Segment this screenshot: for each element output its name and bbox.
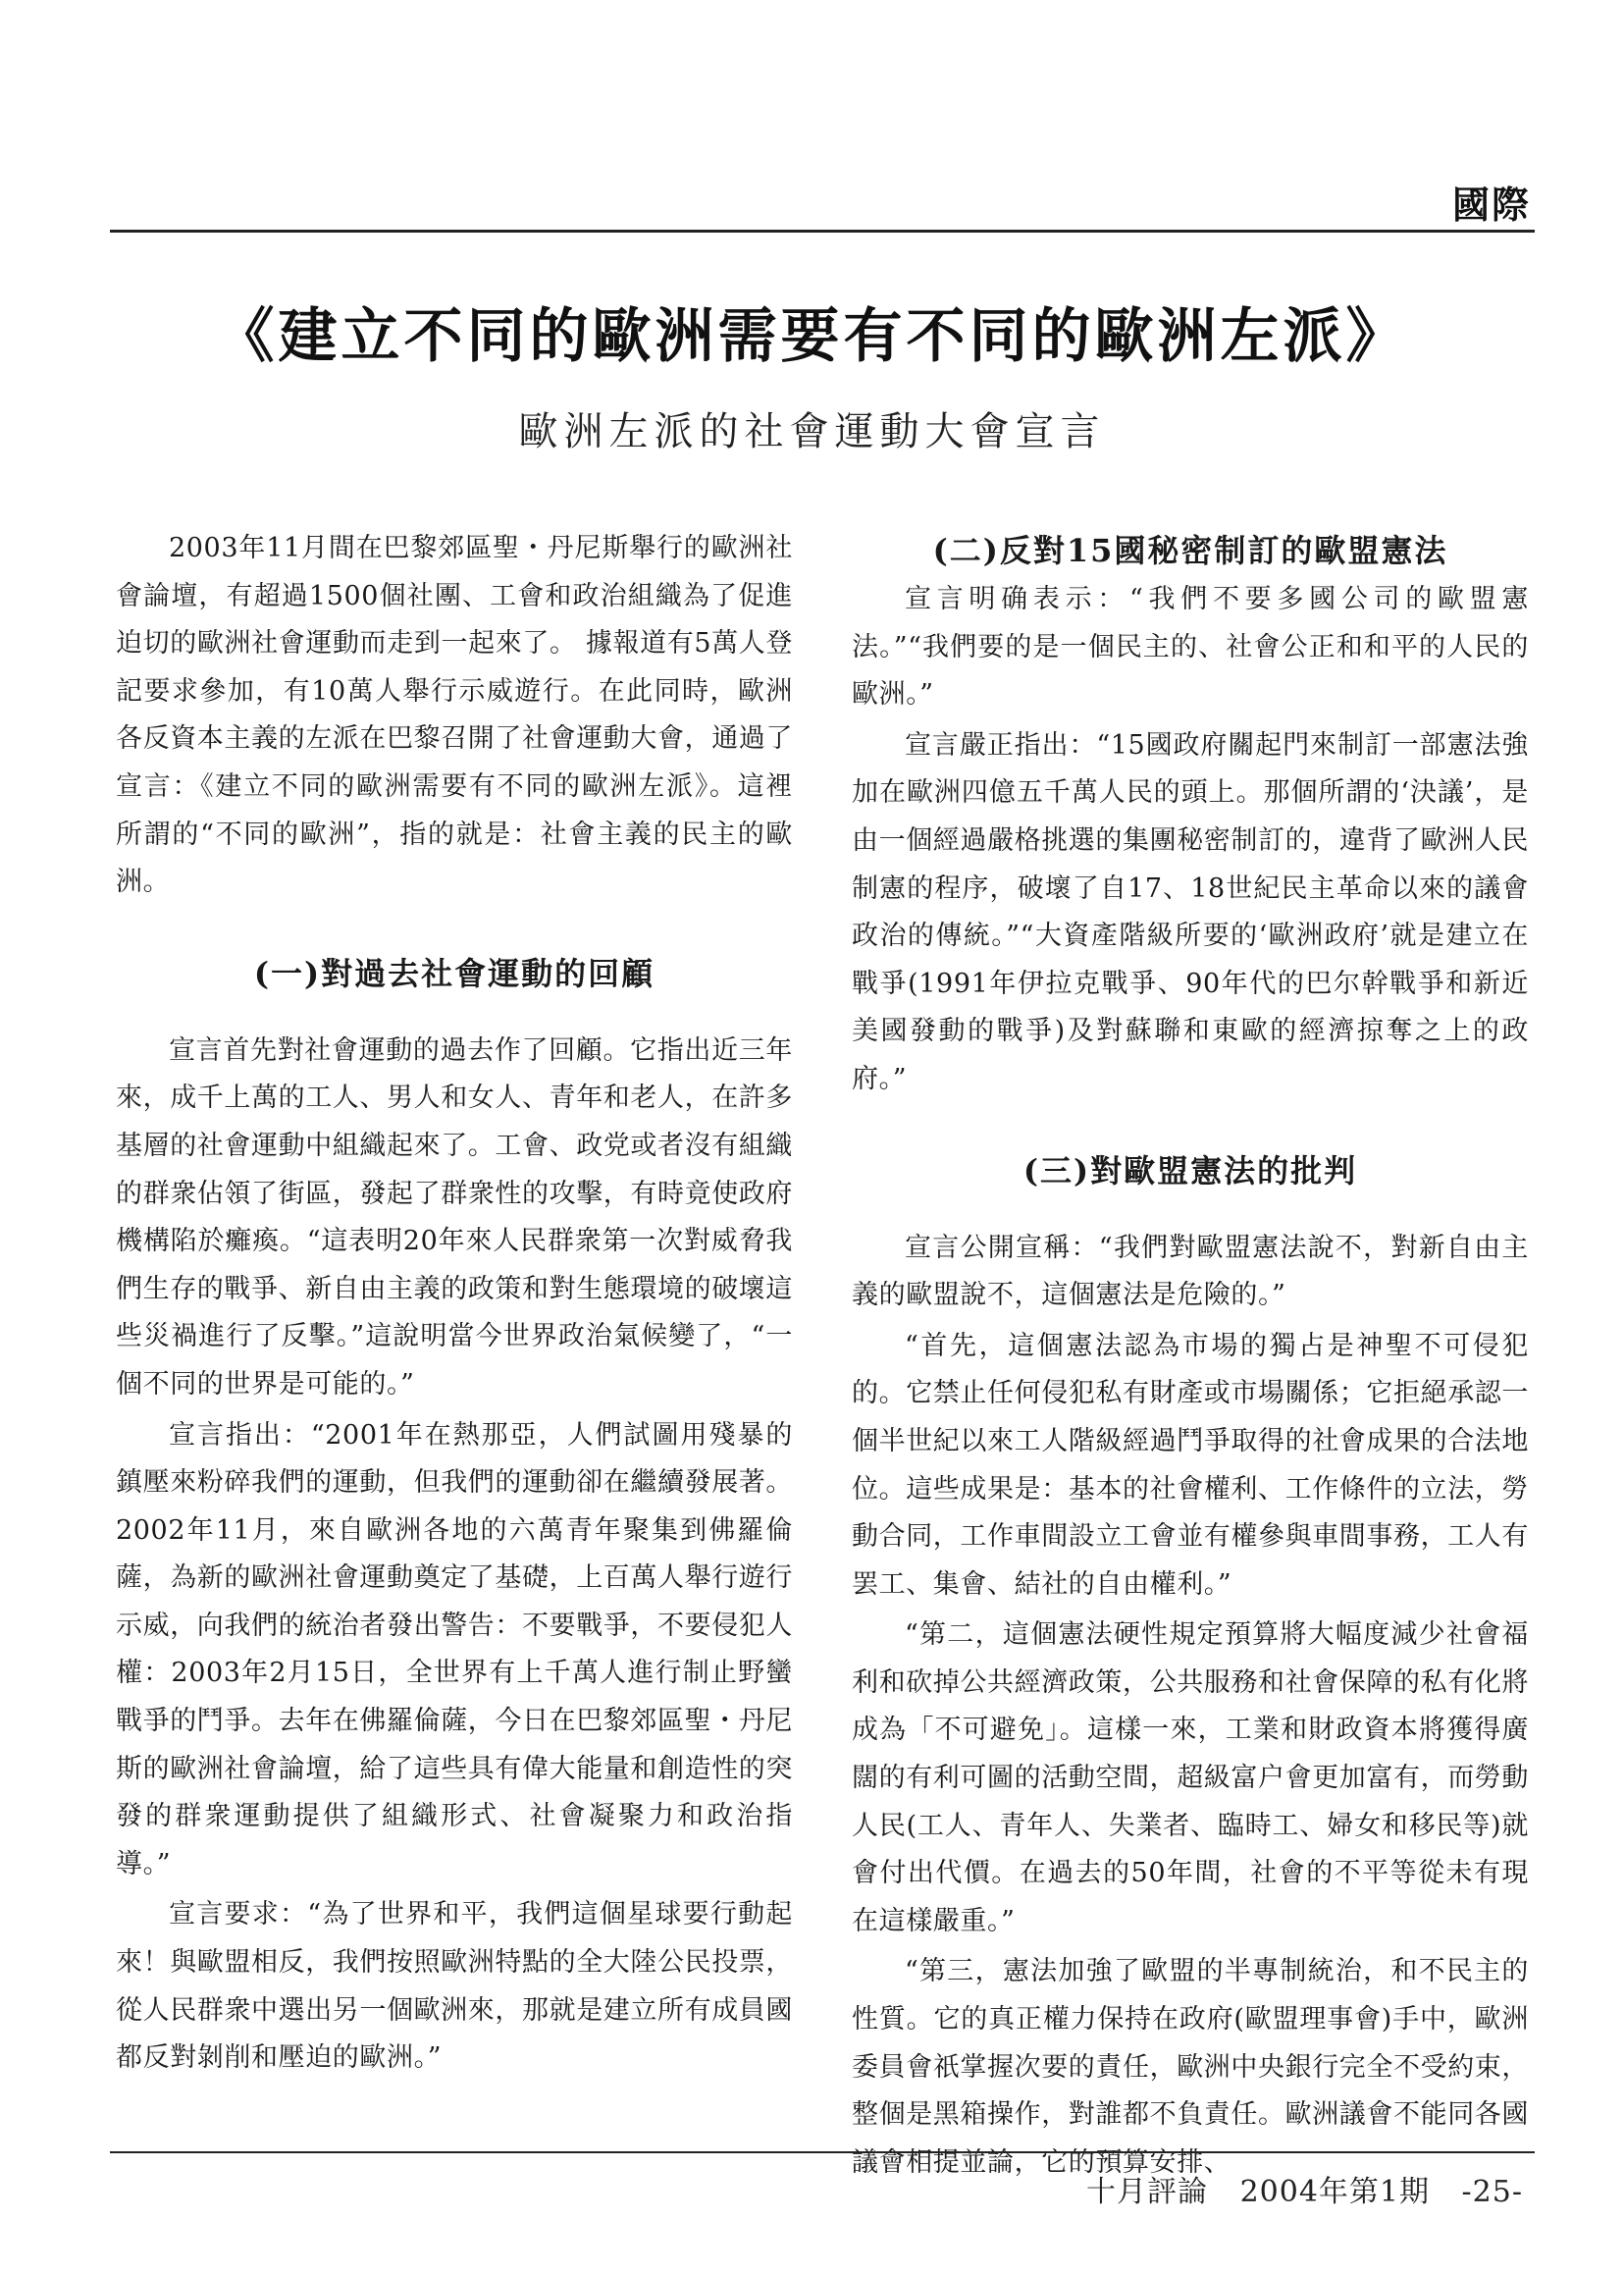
body-paragraph: 宣言嚴正指出：“15國政府關起門來制訂一部憲法強加在歐洲四億五千萬人民的頭上。那個所謂的‘決議’，是由一個經過嚴格挑選的集團秘密制訂的，違背了歐洲人民制憲的程序，破壞了自17、18世紀民主革命以來的議會政治的傳統。”“大資產階級所要的‘歐洲政府’就是建立在戰爭(1991年伊拉克戰爭、90年代的巴尔幹戰爭和新近美國發動的戰爭)及對蘇聯和東歐的經濟掠奪之上的政府。”	[852, 729, 1529, 1094]
body-paragraph: “第三，憲法加強了歐盟的半專制統治，和不民主的性質。它的真正權力保持在政府(歐盟理事會)手中，歐洲委員會祇掌握次要的責任，歐洲中央銀行完全不受約束，整個是黑箱操作，對誰都不負責任。歐洲議會不能同各國議會相提並論，它的預算安排、	[852, 1956, 1529, 2178]
section-heading-2: (二)反對15國秘密制訂的歐盟憲法	[932, 532, 1448, 569]
page-footer	[1086, 2167, 1523, 2210]
article-subtitle: 歐洲左派的社會運動大會宣言	[518, 409, 1106, 454]
body-paragraph: 宣言首先對社會運動的過去作了回顧。它指出近三年來，成千上萬的工人、男人和女人、青年和老人，在許多基層的社會運動中組織起來了。工會、政党或者沒有組織的群衆佔領了街區，發起了群衆性的攻擊，有時竟使政府機構陷於癱瘓。“這表明20年來人民群衆第一次對威脅我們生存的戰爭、新自由主義的政策和對生態環境的破壞這些災禍進行了反擊。”這說明當今世界政治氣候變了，“一個不同的世界是可能的。”	[116, 1034, 793, 1400]
body-paragraph: 宣言公開宣稱：“我們對歐盟憲法說不，對新自由主義的歐盟說不，這個憲法是危險的。”	[852, 1232, 1529, 1311]
header-rule	[110, 230, 1535, 233]
intro-paragraph: 2003年11月間在巴黎郊區聖・丹尼斯舉行的歐洲社會論壇，有超過1500個社團、工會和政治組織為了促進迫切的歐洲社會運動而走到一起來了。 據報道有5萬人登記要求參加，有10萬人舉行示威遊行。在此同時，歐洲各反資本主義的左派在巴黎召開了社會運動大會，通過了宣言：《建立不同的歐洲需要有不同的歐洲左派》。這裡所謂的“不同的歐洲”，指的就是：社會主義的民主的歐洲。	[116, 533, 793, 898]
body-paragraph: 宣言要求：“為了世界和平，我們這個星球要行動起來！與歐盟相反，我們按照歐洲特點的全大陸公民投票，從人民群衆中選出另一個歐洲來，那就是建立所有成員國都反對剝削和壓迫的歐洲。”	[116, 1899, 793, 2074]
section-heading-1: (一)對過去社會運動的回顧	[253, 954, 655, 992]
left-column	[116, 525, 793, 2086]
section-heading-3: (三)對歐盟憲法的批判	[1022, 1151, 1358, 1189]
body-paragraph: “首先，這個憲法認為市場的獨占是神聖不可侵犯的。它禁止任何侵犯私有財產或市場關係；它拒絕承認一個半世紀以來工人階級經過鬥爭取得的社會成果的合法地位。這些成果是：基本的社會權利、工作條件的立法，勞動合同，工作車間設立工會並有權參與車間事務，工人有罢工、集會、結社的自由權利。”	[852, 1330, 1529, 1600]
issue-label: 2004年第1期	[1239, 2175, 1430, 2209]
body-paragraph: “第二，這個憲法硬性規定預算將大幅度減少社會福利和砍掉公共經濟政策，公共服務和社會保障的私有化將成為「不可避免」。這樣一來，工業和財政資本將獲得廣闊的有利可圖的活動空間，超級富户會更加富有，而勞動人民(工人、青年人、失業者、臨時工、婦女和移民等)就會付出代價。在過去的50年間，社會的不平等從未有現在這樣嚴重。”	[852, 1619, 1529, 1936]
publication-name: 十月評論	[1086, 2175, 1209, 2209]
footer-rule	[110, 2151, 1535, 2153]
right-column	[852, 525, 1529, 2190]
section-label: 國際	[1451, 184, 1531, 227]
page-number: -25-	[1461, 2175, 1523, 2209]
body-paragraph: 宣言指出：“2001年在熱那亞，人們試圖用殘暴的鎮壓來粉碎我們的運動，但我們的運動卻在繼續發展著。2002年11月，來自歐洲各地的六萬青年聚集到佛羅倫薩，為新的歐洲社會運動奠定了基礎，上百萬人舉行遊行示威，向我們的統治者發出警告：不要戰爭，不要侵犯人權：2003年2月15日，全世界有上千萬人進行制止野蠻戰爭的鬥爭。去年在佛羅倫薩，今日在巴黎郊區聖・丹尼斯的歐洲社會論壇，給了這些具有偉大能量和創造性的突發的群衆運動提供了組織形式、社會凝聚力和政治指導。”	[116, 1419, 793, 1879]
article-title: 《建立不同的歐洲需要有不同的歐洲左派》	[215, 302, 1409, 371]
body-paragraph: 宣言明确表示：“我們不要多國公司的歐盟憲法。”“我們要的是一個民主的、社會公正和和平的人民的歐洲。”	[852, 584, 1529, 711]
